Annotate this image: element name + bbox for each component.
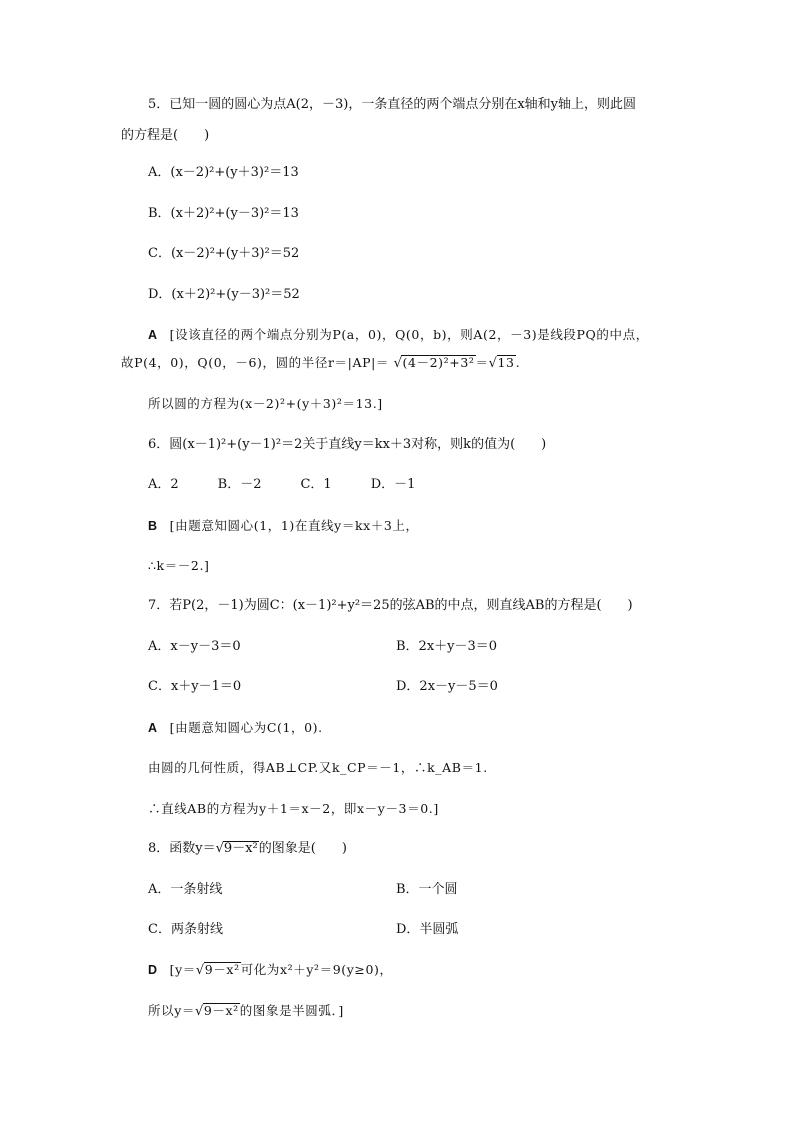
- q5-explanation-line3: 所以圆的方程为(x－2)²+(y＋3)²＝13.]: [148, 396, 383, 411]
- q6-stem: 6．圆(x－1)²+(y－1)²＝2关于直线y＝kx＋3对称，则k的值为( ): [148, 437, 547, 452]
- q6-exp-text1: [由题意知圆心(1，1)在直线y＝kx＋3上，: [169, 518, 419, 533]
- sqrt-icon: √: [195, 963, 205, 978]
- q7-option-c: C．x＋y－1＝0: [148, 679, 242, 694]
- q8-exp2-pre: 所以y＝: [148, 1003, 195, 1018]
- q7-explanation-line1: [148, 719, 323, 737]
- sqrt-icon: √: [393, 356, 403, 371]
- q8-option-d: D．半圆弧: [396, 922, 459, 937]
- q5-exp-end: .: [515, 355, 521, 370]
- q7-answer: A: [148, 721, 158, 735]
- q8-explanation-line2: [148, 1002, 344, 1021]
- q5-explanation-line2: [121, 354, 520, 373]
- q5-exp-text1: [设该直径的两个端点分别为P(a，0)，Q(0，b)，则A(2，－3)是线段PQ的中点，: [169, 327, 649, 342]
- q5-stem-line2: 的方程是( ): [121, 128, 210, 143]
- q6-options: A．2 B．－2 C．1 D．－1: [148, 477, 416, 492]
- q8-exp-radicand2: 9－x²: [203, 1003, 239, 1018]
- q7-option-b: B．2x＋y－3＝0: [396, 639, 498, 654]
- q5-exp-line2-pre: 故P(4，0)，Q(0，－6)，圆的半径r＝|AP|＝: [121, 355, 390, 370]
- q5-option-c: C．(x－2)²+(y＋3)²＝52: [148, 246, 300, 261]
- q8-exp-post: 可化为x²＋y²＝9(y≥0)，: [240, 962, 393, 977]
- q7-option-d: D．2x－y－5＝0: [396, 679, 498, 694]
- q7-option-a: A．x－y－3＝0: [148, 639, 241, 654]
- q8-stem-radicand: 9－x²: [223, 841, 258, 856]
- q8-exp-radicand1: 9－x²: [204, 962, 240, 977]
- sqrt-icon: √: [215, 841, 224, 856]
- q5-answer: A: [148, 328, 158, 342]
- q8-stem: [148, 840, 347, 858]
- q6-explanation-line1: [148, 517, 419, 535]
- q5-exp-radicand2: 13: [497, 355, 515, 370]
- q8-explanation-line1: [148, 961, 393, 980]
- q6-explanation-line2: ∴k＝－2.]: [148, 558, 210, 573]
- q5-exp-radicand1: (4－2)²+3²: [402, 355, 475, 370]
- q5-stem-line1: 5．已知一圆的圆心为点A(2，－3)，一条直径的两个端点分别在x轴和y轴上，则此圆: [148, 97, 637, 112]
- q5-explanation-line1: [148, 326, 649, 344]
- q8-option-a: A．一条射线: [148, 882, 223, 897]
- q8-option-c: C．两条射线: [148, 922, 223, 937]
- q7-explanation-line2: 由圆的几何性质，得AB⊥CP.又k_CP＝－1，∴k_AB＝1.: [148, 760, 488, 775]
- sqrt-icon: √: [194, 1004, 204, 1019]
- q5-exp-eq: ＝: [475, 355, 489, 370]
- q6-answer: B: [148, 519, 158, 533]
- q7-exp-text1: [由题意知圆心为C(1，0).: [169, 720, 323, 735]
- q8-stem-post: 的图象是( ): [258, 841, 347, 856]
- q5-option-b: B．(x＋2)²+(y－3)²＝13: [148, 206, 299, 221]
- q5-option-d: D．(x＋2)²+(y－3)²＝52: [148, 287, 300, 302]
- q5-option-a: A．(x－2)²+(y＋3)²＝13: [148, 165, 299, 180]
- sqrt-icon: √: [488, 356, 498, 371]
- q8-exp2-post: 的图象是半圆弧．]: [239, 1003, 344, 1018]
- q8-exp-pre: [y＝: [169, 962, 196, 977]
- q8-answer: D: [148, 963, 158, 977]
- q8-stem-pre: 8．函数y＝: [148, 841, 216, 856]
- q7-explanation-line3: ∴直线AB的方程为y＋1＝x－2，即x－y－3＝0.]: [148, 801, 439, 816]
- q7-stem: 7．若P(2，－1)为圆C：(x－1)²+y²＝25的弦AB的中点，则直线AB的方程是( ): [148, 598, 633, 613]
- q8-option-b: B．一个圆: [396, 882, 458, 897]
